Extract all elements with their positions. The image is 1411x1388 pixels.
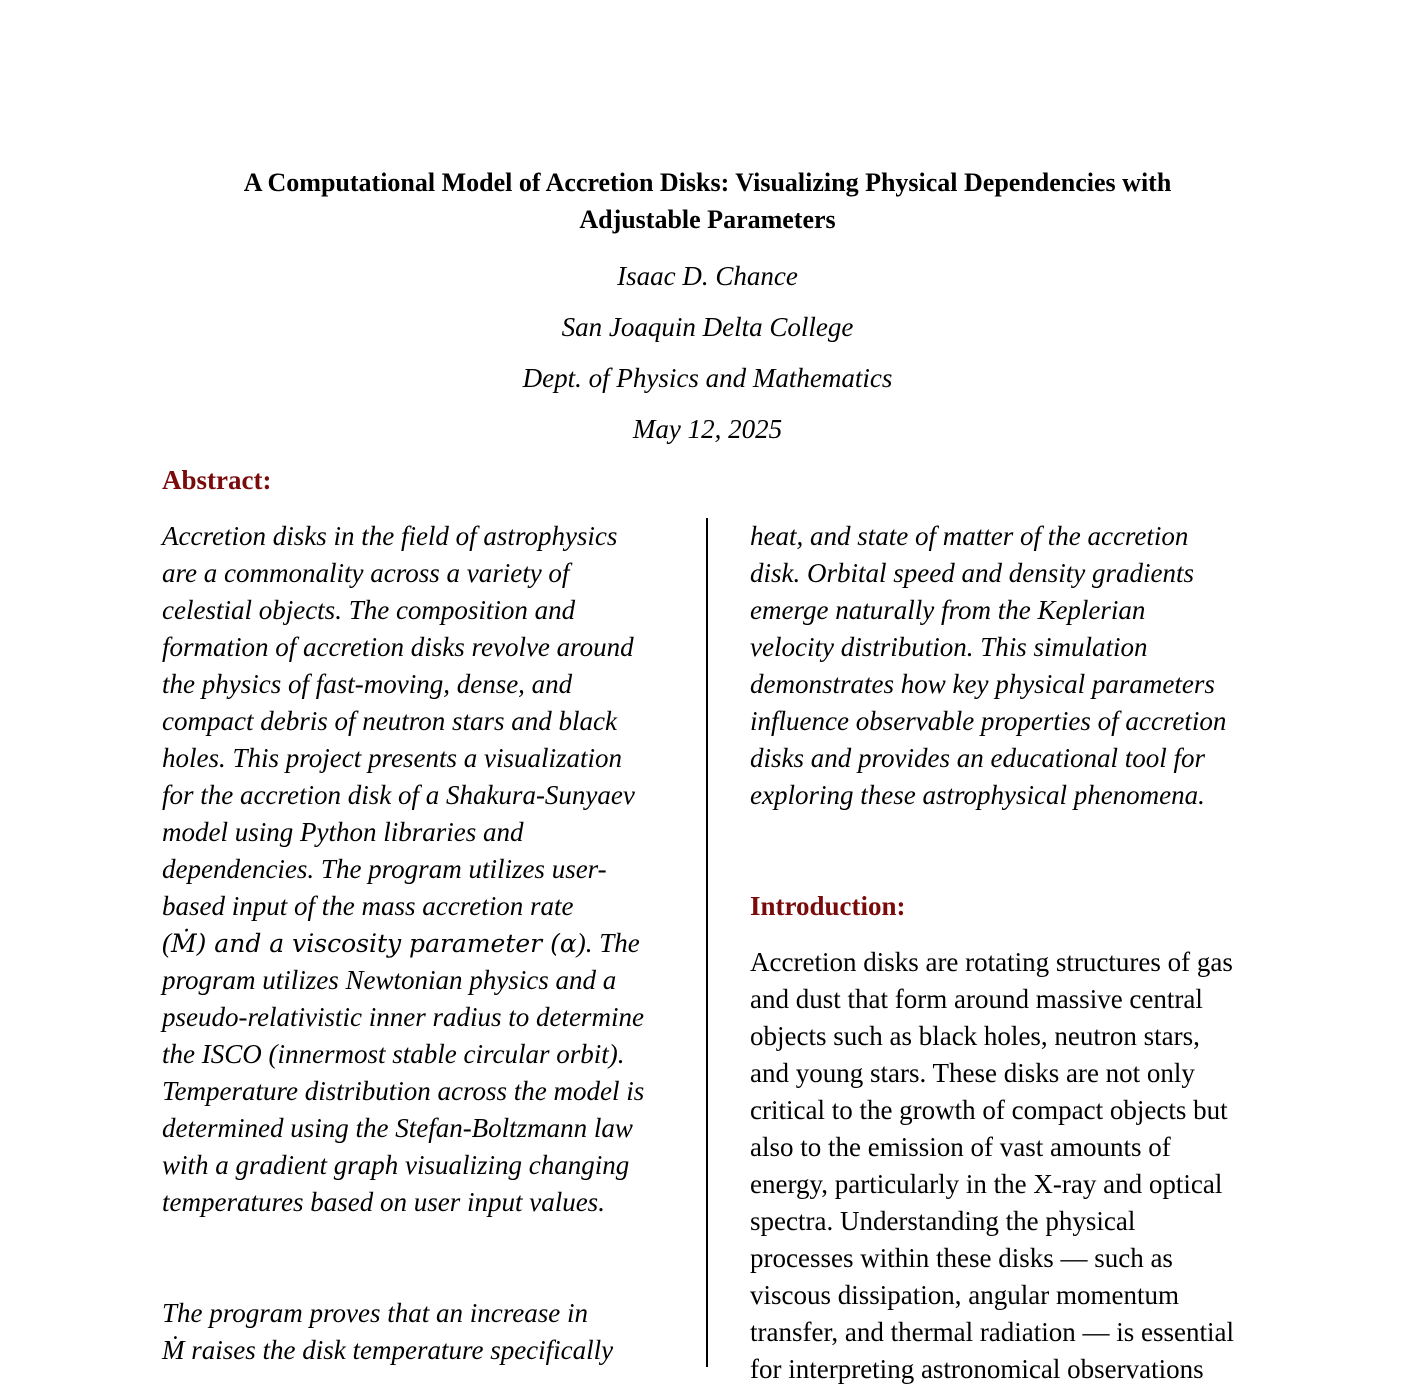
publication-date: May 12, 2025 xyxy=(632,414,783,444)
abstract-line: emerge naturally from the Keplerian xyxy=(750,595,1146,625)
introduction-body xyxy=(750,944,1270,1388)
abstract-line: holes. This project presents a visualization xyxy=(162,743,622,773)
abstract-right-column xyxy=(750,518,1270,814)
intro-line: and young stars. These disks are not only xyxy=(750,1058,1195,1088)
abstract-left-column xyxy=(162,518,682,1369)
mdot-symbol: Ṁ xyxy=(171,929,197,958)
department: Dept. of Physics and Mathematics xyxy=(522,363,893,393)
abstract-line: celestial objects. The composition and xyxy=(162,595,576,625)
abstract-math-line: (Ṁ) and a viscosity parameter (α). The xyxy=(162,928,640,958)
abstract-line: velocity distribution. This simulation xyxy=(750,632,1148,662)
title-line-1: A Computational Model of Accretion Disks: Visualizing Physical Dependencies with xyxy=(243,168,1172,197)
paragraph-gap xyxy=(162,1221,682,1295)
abstract-line: disks and provides an educational tool for xyxy=(750,743,1205,773)
paper-title xyxy=(160,164,1255,238)
author-name: Isaac D. Chance xyxy=(617,261,798,291)
intro-line: spectra. Understanding the physical xyxy=(750,1206,1136,1236)
abstract-line: determined using the Stefan-Boltzmann law xyxy=(162,1113,633,1143)
abstract-line: formation of accretion disks revolve around xyxy=(162,632,634,662)
abstract-line: are a commonality across a variety of xyxy=(162,558,570,588)
abstract-line: disk. Orbital speed and density gradients xyxy=(750,558,1194,588)
intro-line: for interpreting astronomical observations xyxy=(750,1354,1204,1384)
abstract-line: influence observable properties of accretion xyxy=(750,706,1227,736)
abstract-line: The program proves that an increase in xyxy=(162,1298,588,1328)
intro-line: critical to the growth of compact objects but xyxy=(750,1095,1228,1125)
abstract-line: the ISCO (innermost stable circular orbit). xyxy=(162,1039,625,1069)
abstract-line: program utilizes Newtonian physics and a xyxy=(162,965,617,995)
title-line-2: Adjustable Parameters xyxy=(579,205,836,234)
alpha-symbol: α xyxy=(559,929,577,958)
column-divider xyxy=(706,518,708,1367)
abstract-line: Accretion disks in the field of astrophysics xyxy=(162,521,618,551)
math-text: ) and a viscosity parameter ( xyxy=(196,929,560,958)
intro-line: transfer, and thermal radiation — is essential xyxy=(750,1317,1235,1347)
abstract-line: demonstrates how key physical parameters xyxy=(750,669,1215,699)
abstract-heading: Abstract: xyxy=(162,465,272,495)
abstract-line: based input of the mass accretion rate xyxy=(162,891,574,921)
abstract-line: compact debris of neutron stars and black xyxy=(162,706,617,736)
abstract-line: for the accretion disk of a Shakura-Sunyaev xyxy=(162,780,635,810)
intro-line: energy, particularly in the X-ray and optical xyxy=(750,1169,1223,1199)
institution: San Joaquin Delta College xyxy=(561,312,854,342)
abstract-line: dependencies. The program utilizes user- xyxy=(162,854,607,884)
abstract-line: heat, and state of matter of the accretion xyxy=(750,521,1189,551)
intro-line: viscous dissipation, angular momentum xyxy=(750,1280,1179,1310)
abstract-line: Ṁ raises the disk temperature specifically xyxy=(162,1335,614,1365)
abstract-line: the physics of fast-moving, dense, and xyxy=(162,669,573,699)
abstract-line: Temperature distribution across the model is xyxy=(162,1076,645,1106)
abstract-line: with a gradient graph visualizing changing xyxy=(162,1150,630,1180)
intro-line: Accretion disks are rotating structures of gas xyxy=(750,947,1233,977)
abstract-line: exploring these astrophysical phenomena. xyxy=(750,780,1205,810)
abstract-line: pseudo-relativistic inner radius to determine xyxy=(162,1002,644,1032)
introduction-heading: Introduction: xyxy=(750,891,906,921)
intro-line: objects such as black holes, neutron stars, xyxy=(750,1021,1200,1051)
intro-line: also to the emission of vast amounts of xyxy=(750,1132,1171,1162)
abstract-line: temperatures based on user input values. xyxy=(162,1187,605,1217)
intro-line: processes within these disks — such as xyxy=(750,1243,1173,1273)
abstract-line: model using Python libraries and xyxy=(162,817,524,847)
intro-line: and dust that form around massive central xyxy=(750,984,1203,1014)
